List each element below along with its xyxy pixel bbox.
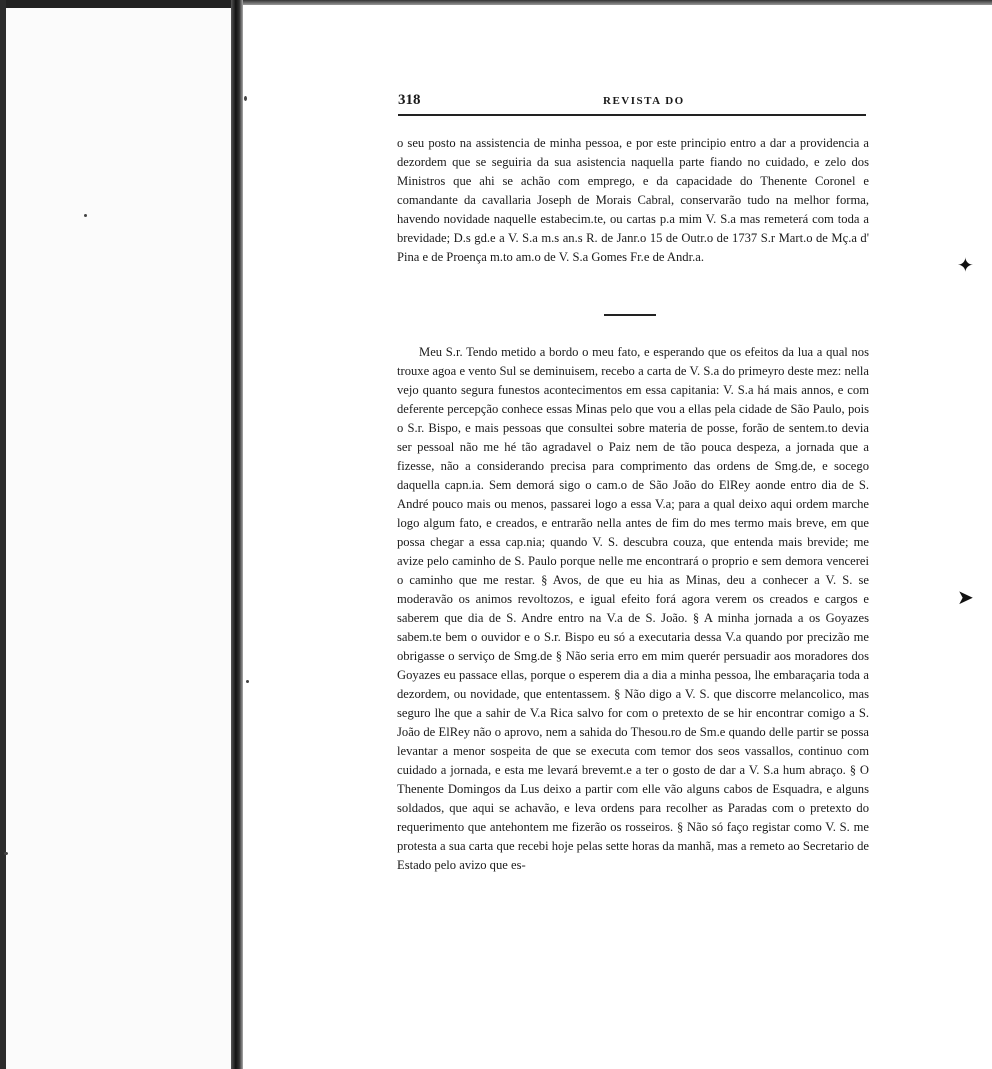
left-page-edge bbox=[0, 0, 6, 1069]
ink-speck bbox=[84, 214, 87, 217]
book-gutter bbox=[231, 0, 243, 1069]
letter-two-paragraph: Meu S.r. Tendo metido a bordo o meu fato, e esperando que os efeitos da lua a qual nos trouxe agoa e vento Sul se deminuisem, recebo a carta de V. S.a do primeyro deste mez: nella vejo quanto segura funestos acontecimentos em essa capitania: V. S.a há mais annos, e com deferente percepção conhece essas Minas pelo que vou a ellas pela cidade de São Paulo, pois o S.r. Bispo, e mais pessoas que consultei sobre materia de posse, forão de sentem.to devia ser pessoal não me hé tão agradavel o Paiz nem de tão pouca despeza, a jornada que a fizesse, não a considerando precisa para comprimento das ordens de Smg.de, e socego daquella capn.ia. Sem demorá sigo o cam.o de São João do ElRey aonde entro dia de S. André pouco mais ou menos, passarei logo a essa V.a; para a qual deixo aqui ordem marche logo algum fato, e creados, e entrarão nella antes de fim do mes termo mais breve, em que possa chegar a essa cap.nia; quando V. S. descubra couza, que entenda mais brevide; me avize pelo caminho de S. Paulo porque nelle me encontrará o proprio e sem demora vencerei o caminho que me restar. § Avos, de que eu hia as Minas, deu a conhecer a V. S. se moderavão os animos revoltozos, e igual efeito forá agora verem os creados e cargos e saberem que dia de S. Andre entro na V.a de S. João. § A minha jornada a os Goyazes sabem.te bem o ouvidor e o S.r. Bispo eu só a executaria dessa V.a quando por precizão me obrigasse o serviço de Smg.de § Não seria erro em mim querér persuadir aos moradores dos Goyazes eu passace ellas, porque o esperem dia a dia a minha pessoa, lhe embaraçaria toda a dezordem, ou novidade, que ententassem. § Não digo a V. S. que discorre melancolico, mas seguro lhe que a sahir de V.a Rica salvo for com o pretexto de se hir encontrar comigo a S. João de ElRey não o aprovo, nem a sahida do Thesou.ro de Sm.e quando delle partir se possa levantar a menor sospeita de que se executa com temor dos seos vassallos, continuo com cuidado a jornada, e esta me levará brevemt.e a ter o gosto de dar a V. S.a hum abraço. § O Thenente Domingos da Lus deixo a partir com elle vão alguns cabos de Esquadra, e alguns soldados, que aqui se achavão, e leva ordens para recolher as Paradas com o pretexto do requerimento que antehontem me fizerão os rosseiros. § Não só faço registar como V. S. me protesta a sua carta que recebi hoje pelas sette horas da manhã, mas a remeto ao Secretario de Estado pelo avizo que es- bbox=[397, 345, 869, 872]
letter-two-block bbox=[397, 343, 869, 875]
left-page-top-edge bbox=[0, 0, 234, 8]
letter-one-block bbox=[397, 134, 869, 267]
ink-speck bbox=[246, 680, 249, 683]
page-number: 318 bbox=[398, 92, 421, 108]
left-facing-page bbox=[0, 0, 234, 1069]
page-header bbox=[398, 92, 866, 118]
star-mark-icon: ✦ bbox=[957, 255, 974, 277]
right-page-top-edge bbox=[243, 0, 992, 5]
section-separator bbox=[604, 314, 656, 316]
header-rule bbox=[398, 114, 866, 116]
arrow-mark-icon: ➤ bbox=[957, 587, 974, 609]
letter-one-paragraph: o seu posto na assistencia de minha pessoa, e por este principio entro a dar a providencia a dezordem que se seguiria da sua asistencia naquella parte fiando no cuidado, e zelo dos Ministros que ahi se achão com emprego, e da capacidade do Thenente Coronel e comandante da cavallaria Joseph de Morais Cabral, conservarão tudo na melhor forma, havendo novidade naquelle estabecim.te, ou cartas p.a mim V. S.a mas remeterá com toda a brevidade; D.s gd.e a V. S.a m.s an.s R. de Janr.o 15 de Outr.o de 1737 S.r Mart.o de Mç.a d' Pina e de Proença m.to am.o de V. S.a Gomes Fr.e de Andr.a. bbox=[397, 136, 869, 264]
ink-speck bbox=[4, 852, 8, 855]
running-title: REVISTA DO bbox=[603, 95, 685, 107]
ink-speck bbox=[244, 96, 247, 101]
